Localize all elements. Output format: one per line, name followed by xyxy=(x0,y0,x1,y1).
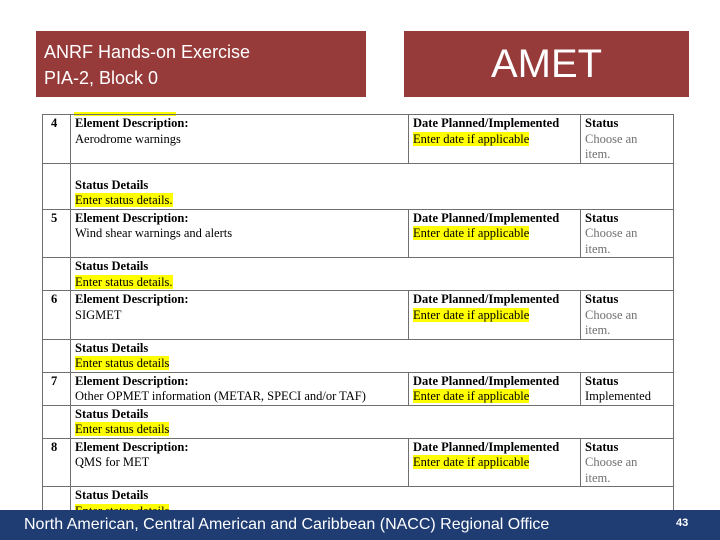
date-cell xyxy=(409,438,581,487)
status-cell xyxy=(581,291,674,340)
section-title-box xyxy=(404,31,689,97)
slide-title-line1: ANRF Hands-on Exercise xyxy=(44,42,251,62)
status-details-label: Status Details xyxy=(75,488,149,502)
date-cell xyxy=(409,291,581,340)
date-label: Date Planned/Implemented xyxy=(413,210,560,225)
office-name: North American, Central American and Caribbean (NACC) Regional Office xyxy=(24,516,550,533)
status-value-line2: item. xyxy=(585,241,611,256)
date-field[interactable]: Enter date if applicable xyxy=(413,226,530,240)
element-description: Wind shear warnings and alerts xyxy=(75,226,233,240)
date-label: Date Planned/Implemented xyxy=(413,373,560,388)
table-row xyxy=(43,372,674,405)
status-details-field[interactable]: Enter status details xyxy=(75,422,170,436)
status-cell xyxy=(581,438,674,487)
date-field[interactable]: Enter date if applicable xyxy=(413,307,530,322)
date-label: Date Planned/Implemented xyxy=(413,439,560,454)
table-row xyxy=(43,209,674,258)
status-cell xyxy=(581,209,674,258)
element-description-cell xyxy=(71,438,409,487)
status-label: Status xyxy=(585,116,619,130)
date-field[interactable]: Enter date if applicable xyxy=(413,455,530,469)
element-description: Aerodrome warnings xyxy=(75,131,181,146)
page-number: 43 xyxy=(676,517,689,529)
status-details-field[interactable]: Enter status details. xyxy=(75,193,173,207)
date-label: Date Planned/Implemented xyxy=(413,116,560,130)
status-details-label: Status Details xyxy=(75,259,149,273)
row-number: 5 xyxy=(43,209,71,258)
date-field[interactable]: Enter date if applicable xyxy=(413,131,530,146)
status-details-row xyxy=(43,258,674,291)
status-details-label: Status Details xyxy=(75,177,149,192)
element-description-cell xyxy=(71,115,409,164)
section-title: AMET xyxy=(490,41,603,86)
slide-title-box xyxy=(36,31,366,97)
status-details-cell xyxy=(71,163,674,209)
element-description-label: Element Description: xyxy=(75,210,189,225)
date-cell xyxy=(409,372,581,405)
date-label: Date Planned/Implemented xyxy=(413,292,560,306)
status-details-field[interactable]: Enter status details xyxy=(75,356,170,370)
element-description-label: Element Description: xyxy=(75,373,189,388)
row-number: 4 xyxy=(43,115,71,164)
status-value-line1: Choose an xyxy=(585,307,638,322)
element-description: Other OPMET information (METAR, SPECI and/or TAF) xyxy=(75,389,366,403)
element-description: QMS for MET xyxy=(75,455,150,469)
element-description-label: Element Description: xyxy=(75,439,189,454)
status-cell xyxy=(581,115,674,164)
status-details-field[interactable]: Enter status details. xyxy=(75,274,173,289)
status-details-row xyxy=(43,339,674,372)
table-row xyxy=(43,115,674,164)
element-description-label: Element Description: xyxy=(75,292,189,306)
element-status-table xyxy=(42,114,674,520)
status-details-cell xyxy=(71,339,674,372)
element-description-cell xyxy=(71,291,409,340)
element-description: SIGMET xyxy=(75,307,122,322)
row-number: 6 xyxy=(43,291,71,340)
date-cell xyxy=(409,209,581,258)
status-dropdown[interactable] xyxy=(585,226,669,257)
element-description-cell xyxy=(71,209,409,258)
row-number: 7 xyxy=(43,372,71,405)
slide-title-line2: PIA-2, Block 0 xyxy=(44,68,159,88)
status-label: Status xyxy=(585,210,619,225)
footer-bar xyxy=(0,510,720,540)
date-field[interactable]: Enter date if applicable xyxy=(413,389,530,403)
element-description-cell xyxy=(71,372,409,405)
status-cell xyxy=(581,372,674,405)
status-dropdown[interactable] xyxy=(585,308,669,339)
status-details-cell xyxy=(71,258,674,291)
status-value-line2: item. xyxy=(585,147,611,161)
status-details-row xyxy=(43,163,674,209)
status-value-line2: item. xyxy=(585,470,611,485)
status-value-line1: Implemented xyxy=(585,389,651,403)
status-label: Status xyxy=(585,292,619,306)
status-value-line1: Choose an xyxy=(585,455,638,469)
element-description-label: Element Description: xyxy=(75,116,189,130)
table-row xyxy=(43,438,674,487)
status-dropdown[interactable] xyxy=(585,389,669,405)
row-number: 8 xyxy=(43,438,71,487)
status-details-row xyxy=(43,405,674,438)
date-cell xyxy=(409,115,581,164)
status-value-line1: Choose an xyxy=(585,131,638,146)
status-dropdown[interactable] xyxy=(585,455,669,486)
status-value-line2: item. xyxy=(585,323,611,337)
status-details-label: Status Details xyxy=(75,340,149,355)
status-details-label: Status Details xyxy=(75,406,149,421)
status-label: Status xyxy=(585,373,619,388)
status-value-line1: Choose an xyxy=(585,226,638,240)
status-details-cell xyxy=(71,405,674,438)
status-label: Status xyxy=(585,439,619,454)
table-row xyxy=(43,291,674,340)
status-dropdown[interactable] xyxy=(585,132,669,163)
